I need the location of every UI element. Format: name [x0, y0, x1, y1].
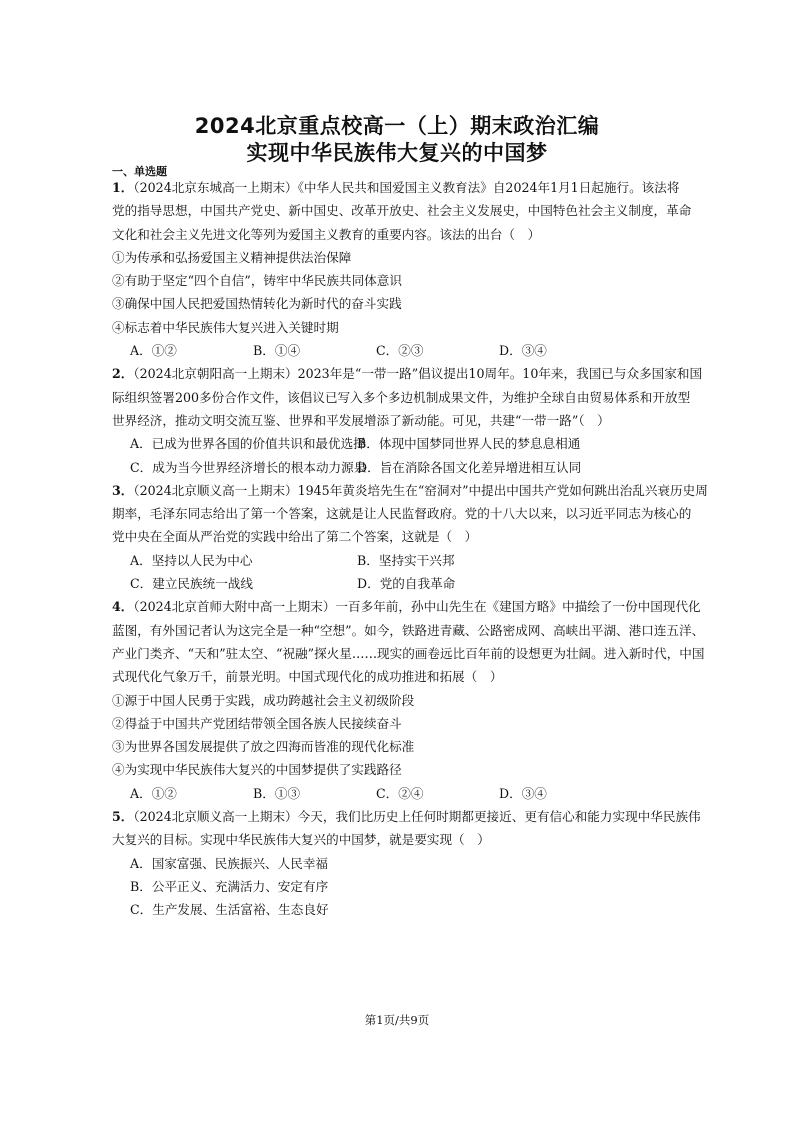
question-stem-line: 4．（2024北京首师大附中高一上期末）一百多年前，孙中山先生在《建国方略》中描绘了一份中国现代化: [112, 599, 701, 615]
question-stem-line: 5．（2024北京顺义高一上期末）今天，我们比历史上任何时期都更接近、更有信心和能力实现中华民族伟: [112, 809, 701, 825]
question-4: [112, 595, 705, 805]
option-b[interactable]: B．①③: [253, 785, 301, 801]
statement-item: ②有助于坚定“四个自信”，铸牢中华民族共同体意识: [112, 273, 402, 289]
option-b[interactable]: B．公平正义、充满活力、安定有序: [130, 878, 329, 894]
question-1: [112, 176, 692, 362]
options-row: [112, 432, 687, 455]
option-c[interactable]: C．生产发展、生活富裕、生态良好: [130, 902, 329, 918]
option-d[interactable]: D．旨在消除各国文化差异增进相互认同: [357, 459, 582, 475]
statement-item: ③为世界各国发展提供了放之四海而皆准的现代化标准: [112, 739, 415, 755]
options-row: [112, 456, 687, 479]
option-c[interactable]: C．②④: [376, 785, 424, 801]
statement-item: ①源于中国人民勇于实践，成功跨越社会主义初级阶段: [112, 692, 415, 708]
question-stem-line: 产业门类齐、“天和”驻太空、“祝融”探火星……现实的画卷远比百年前的设想更为壮阔。进入新时代，中国: [112, 645, 705, 661]
statement-item: ②得益于中国共产党团结带领全国各族人民接续奋斗: [112, 715, 402, 731]
options-row: [112, 572, 687, 595]
section-heading: 一、单选题: [112, 165, 167, 178]
option-b[interactable]: B．①④: [253, 343, 301, 359]
document-title: 2024北京重点校高一（上）期末政治汇编: [194, 114, 600, 138]
options-row: [112, 782, 687, 805]
question-number: 5．: [112, 809, 134, 825]
option-a[interactable]: A．①②: [130, 343, 177, 359]
page-footer: 第1页/共9页: [364, 1013, 430, 1027]
question-stem-line: 党中央在全面从严治党的实践中给出了第二个答案，这就是（ ）: [112, 529, 478, 545]
question-stem-line: 党的指导思想，中国共产党史、新中国史、改革开放史、社会主义发展史，中国特色社会主义制度，革命: [112, 203, 692, 219]
question-5: [112, 805, 701, 921]
options-row: [112, 549, 687, 572]
option-d[interactable]: D．党的自我革命: [357, 576, 456, 592]
option-d[interactable]: D．③④: [499, 343, 547, 359]
option-b[interactable]: B．坚持实干兴邦: [357, 552, 455, 568]
question-stem-line: 3．（2024北京顺义高一上期末）1945年黄炎培先生在“窑洞对”中提出中国共产党如何跳出治乱兴衰历史周: [112, 482, 708, 498]
document-subtitle: 实现中华民族伟大复兴的中国梦: [246, 141, 548, 165]
question-stem-line: 2．（2024北京朝阳高一上期末）2023年是“一带一路”倡议提出10周年。10年来，我国已与众多国家和国: [112, 366, 703, 382]
options-row: [112, 339, 687, 362]
option-d[interactable]: D．③④: [499, 785, 547, 801]
question-2: [112, 362, 703, 478]
question-number: 1．: [112, 180, 134, 195]
option-a[interactable]: A．①②: [130, 785, 177, 801]
question-stem-line: 1．（2024北京东城高一上期末）《中华人民共和国爱国主义教育法》自2024年1月1日起施行。该法将: [112, 180, 680, 195]
question-list: [112, 176, 708, 922]
question-stem-line: 蓝图，有外国记者认为这完全是一种“空想”。如今，铁路进青藏、公路密成网、高峡出平湖、港口连五洋、: [112, 622, 705, 638]
option-c[interactable]: C．建立民族统一战线: [130, 576, 253, 592]
statement-item: ③确保中国人民把爱国热情转化为新时代的奋斗实践: [112, 296, 402, 312]
question-stem-line: 文化和社会主义先进文化等列为爱国主义教育的重要内容。该法的出台（ ）: [112, 226, 541, 242]
statement-item: ①为传承和弘扬爱国主义精神提供法治保障: [112, 249, 352, 265]
question-stem-line: 式现代化气象万千，前景光明。中国式现代化的成功推进和拓展（ ）: [112, 669, 503, 685]
option-a[interactable]: A．已成为世界各国的价值共识和最优选择: [130, 436, 366, 452]
question-3: [112, 479, 708, 595]
option-b[interactable]: B．体现中国梦同世界人民的梦息息相通: [357, 436, 581, 452]
option-c[interactable]: C．成为当今世界经济增长的根本动力源泉: [130, 459, 367, 475]
statement-item: ④为实现中华民族伟大复兴的中国梦提供了实践路径: [112, 762, 402, 778]
statement-item: ④标志着中华民族伟大复兴进入关键时期: [112, 319, 339, 335]
question-number: 2．: [112, 366, 134, 382]
option-a[interactable]: A．国家富强、民族振兴、人民幸福: [130, 855, 329, 871]
question-stem-line: 世界经济，推动文明交流互鉴、世界和平发展增添了新动能。可见，共建“一带一路”（ ）: [112, 412, 610, 428]
question-number: 4．: [112, 599, 134, 615]
question-stem-line: 大复兴的目标。实现中华民族伟大复兴的中国梦，就是要实现（ ）: [112, 832, 490, 848]
question-number: 3．: [112, 482, 134, 498]
option-c[interactable]: C．②③: [376, 343, 424, 359]
question-stem-line: 期率，毛泽东同志给出了第一个答案，这就是让人民监督政府。党的十八大以来，以习近平同志为核心的: [112, 506, 692, 522]
question-stem-line: 际组织签署200多份合作文件，该倡议已写入多个多边机制成果文件，为维护全球自由贸易体系和开放型: [112, 389, 691, 405]
option-a[interactable]: A．坚持以人民为中心: [130, 552, 253, 568]
